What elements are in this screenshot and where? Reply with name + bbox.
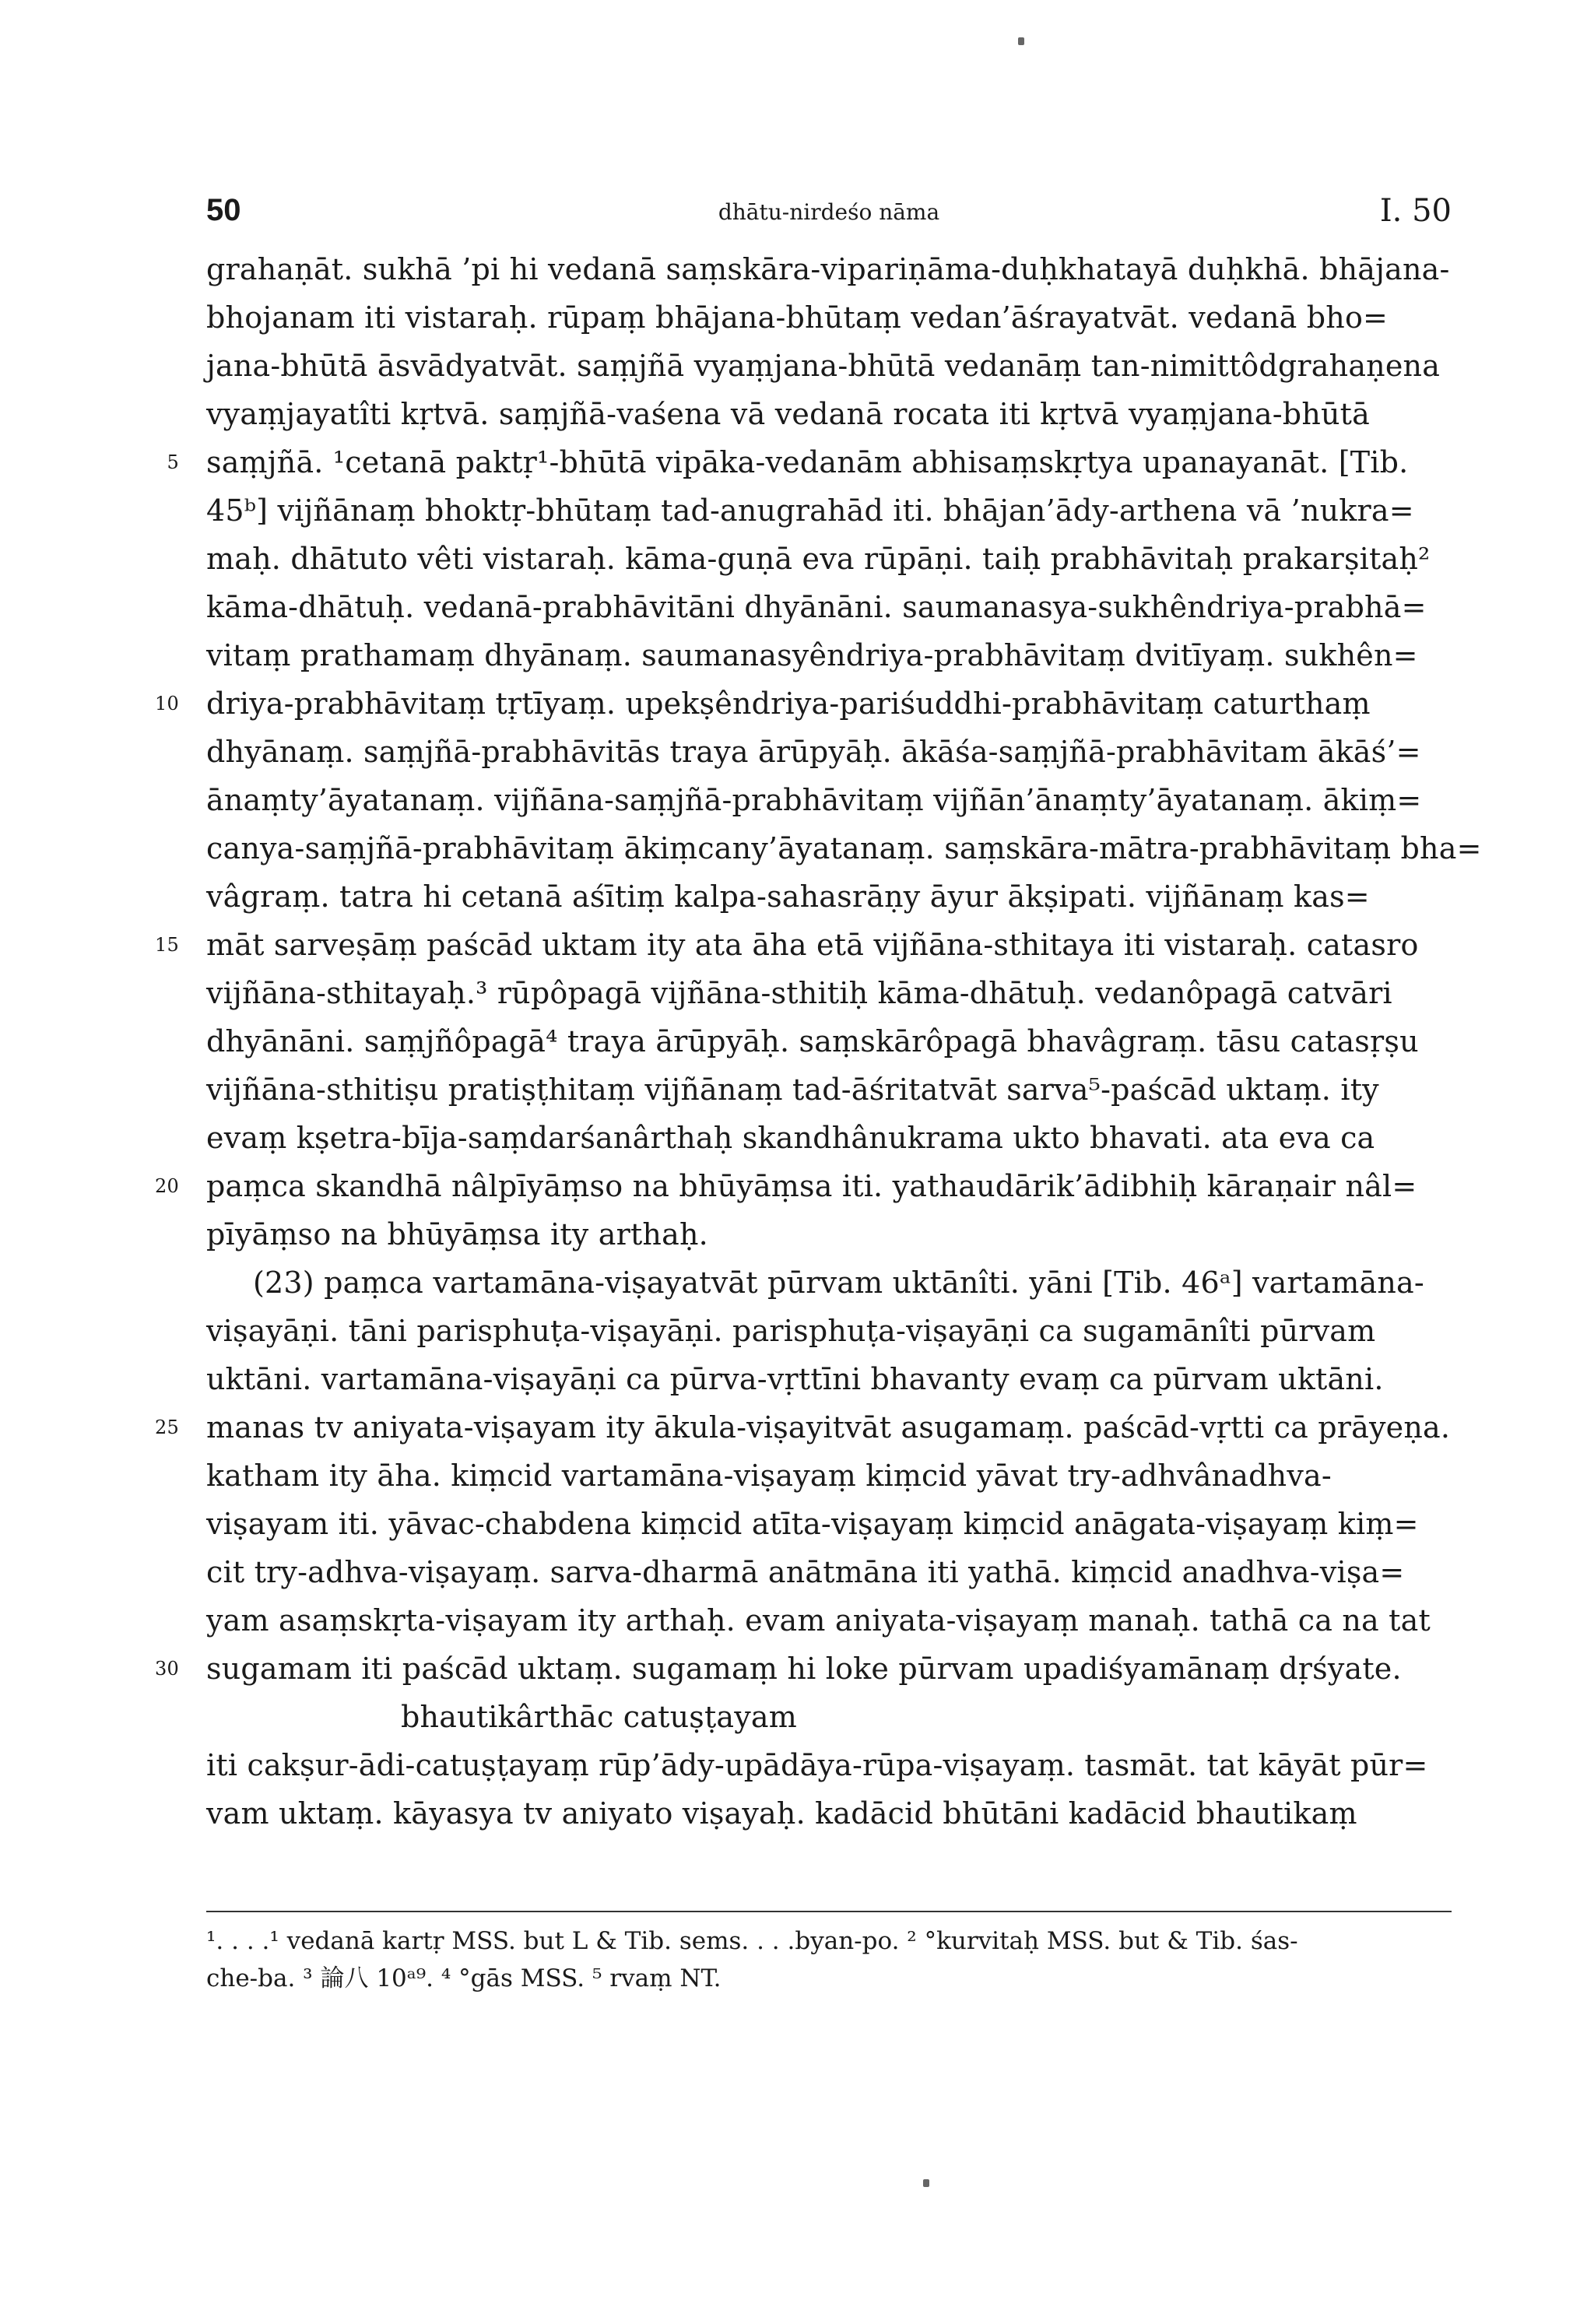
- text-line: [206, 293, 1452, 342]
- text-line: [206, 1259, 1452, 1307]
- page-number: 50: [206, 193, 241, 227]
- line-text: māt sarveṣāṃ paścād uktam ity ata āha etā vijñāna-sthitaya iti vistaraḥ. catasro: [206, 928, 1419, 962]
- text-line: [206, 631, 1452, 679]
- text-line: [206, 1789, 1452, 1838]
- running-title: dhātu-nirdeśo nāma: [718, 199, 940, 225]
- line-text: kāma-dhātuḥ. vedanā-prabhāvitāni dhyānāni. saumanasya-sukhêndriya-prabhā=: [206, 590, 1427, 624]
- text-line: [206, 1307, 1452, 1355]
- ink-speck: [923, 2179, 929, 2187]
- line-text: evaṃ kṣetra-bīja-saṃdarśanârthaḥ skandhânukrama ukto bhavati. ata eva ca: [206, 1121, 1375, 1155]
- line-text: maḥ. dhātuto vêti vistaraḥ. kāma-guṇā eva rūpāṇi. taiḥ prabhāvitaḥ prakarṣitaḥ²: [206, 542, 1431, 576]
- line-text: jana-bhūtā āsvādyatvāt. saṃjñā vyaṃjana-bhūtā vedanāṃ tan-nimittôdgrahaṇena: [206, 349, 1441, 383]
- line-text: yam asaṃskṛta-viṣayam ity arthaḥ. evam aniyata-viṣayaṃ manaḥ. tathā ca na tat: [206, 1603, 1431, 1638]
- ink-speck: [1018, 37, 1024, 45]
- line-number: 5: [167, 451, 179, 473]
- line-text: vyaṃjayatîti kṛtvā. saṃjñā-vaśena vā vedanā rocata iti kṛtvā vyaṃjana-bhūtā: [206, 397, 1370, 431]
- text-line: [155, 679, 1452, 728]
- line-number: 20: [155, 1175, 179, 1197]
- footnote-line: ¹. . . .¹ vedanā kartṛ MSS. but L & Tib. sems. . . .byan-po. ² °kurvitaḥ MSS. but & Tib. śas-: [206, 1927, 1298, 1955]
- text-line: [206, 1548, 1452, 1596]
- line-text: ānaṃty’āyatanaṃ. vijñāna-saṃjñā-prabhāvitaṃ vijñān’ānaṃty’āyatanaṃ. ākiṃ=: [206, 783, 1422, 817]
- text-line: [206, 1452, 1452, 1500]
- line-text: bhojanam iti vistaraḥ. rūpaṃ bhājana-bhūtaṃ vedan’āśrayatvāt. vedanā bho=: [206, 300, 1389, 335]
- line-text: 45ᵇ] vijñānaṃ bhoktṛ-bhūtaṃ tad-anugrahād iti. bhājan’ādy-arthena vā ’nukra=: [206, 493, 1414, 528]
- line-text: vam uktaṃ. kāyasya tv aniyato viṣayaḥ. kadācid bhūtāni kadācid bhautikaṃ: [206, 1796, 1357, 1831]
- text-line: [206, 486, 1452, 535]
- text-line: [206, 1693, 1452, 1741]
- text-line: [155, 1403, 1452, 1452]
- line-text: (23) paṃca vartamāna-viṣayatvāt pūrvam uktānîti. yāni [Tib. 46ᵃ] vartamāna-: [253, 1266, 1424, 1300]
- text-line: [206, 776, 1452, 824]
- line-text: bhautikârthāc catuṣṭayam: [401, 1700, 798, 1734]
- text-line: [206, 1210, 1452, 1259]
- text-line: [155, 1645, 1452, 1693]
- main-text: [155, 245, 1482, 1838]
- footnote-line: che-ba. ³ 論八 10ᵃ⁹. ⁴ °gās MSS. ⁵ rvaṃ NT.: [206, 1964, 722, 1992]
- line-text: vijñāna-sthitayaḥ.³ rūpôpagā vijñāna-sthitiḥ kāma-dhātuḥ. vedanôpagā catvāri: [206, 976, 1392, 1010]
- text-line: [206, 824, 1482, 872]
- section-number: I. 50: [1379, 193, 1452, 229]
- line-text: vâgraṃ. tatra hi cetanā aśītiṃ kalpa-sahasrāṇy āyur ākṣipati. vijñānaṃ kas=: [206, 879, 1370, 914]
- text-line: [155, 921, 1452, 969]
- line-text: pīyāṃso na bhūyāṃsa ity arthaḥ.: [206, 1217, 708, 1252]
- line-number: 25: [155, 1417, 179, 1438]
- line-text: dhyānaṃ. saṃjñā-prabhāvitās traya ārūpyāḥ. ākāśa-saṃjñā-prabhāvitam ākāś’=: [206, 735, 1421, 769]
- line-text: dhyānāni. saṃjñôpagā⁴ traya ārūpyāḥ. saṃskārôpagā bhavâgraṃ. tāsu catasṛṣu: [206, 1024, 1419, 1058]
- text-line: [206, 969, 1452, 1017]
- line-number: 15: [155, 934, 179, 956]
- line-text: manas tv aniyata-viṣayam ity ākula-viṣayitvāt asugamaṃ. paścād-vṛtti ca prāyeṇa.: [206, 1410, 1451, 1445]
- line-number: 30: [155, 1658, 179, 1680]
- line-number: 10: [155, 693, 179, 714]
- text-line: [206, 1741, 1452, 1789]
- line-text: vijñāna-sthitiṣu pratiṣṭhitaṃ vijñānaṃ tad-āśritatvāt sarva⁵-paścād uktaṃ. ity: [206, 1072, 1379, 1107]
- text-line: [206, 1596, 1452, 1645]
- text-line: [206, 583, 1452, 631]
- line-text: uktāni. vartamāna-viṣayāṇi ca pūrva-vṛttīni bhavanty evaṃ ca pūrvam uktāni.: [206, 1362, 1384, 1396]
- text-line: [206, 1017, 1452, 1065]
- line-text: vitaṃ prathamaṃ dhyānaṃ. saumanasyêndriya-prabhāvitaṃ dvitīyaṃ. sukhên=: [206, 638, 1418, 672]
- line-text: viṣayam iti. yāvac-chabdena kiṃcid atīta-viṣayaṃ kiṃcid anāgata-viṣayaṃ kiṃ=: [206, 1507, 1419, 1541]
- text-line: [206, 1065, 1452, 1114]
- line-text: driya-prabhāvitaṃ tṛtīyaṃ. upekṣêndriya-pariśuddhi-prabhāvitaṃ caturthaṃ: [206, 686, 1371, 721]
- text-line: [206, 535, 1452, 583]
- text-line: [206, 342, 1452, 390]
- text-line: [206, 1355, 1452, 1403]
- line-text: sugamam iti paścād uktaṃ. sugamaṃ hi loke pūrvam upadiśyamānaṃ dṛśyate.: [206, 1652, 1402, 1686]
- footnote-rule: [206, 1911, 1452, 1912]
- text-line: [206, 390, 1452, 438]
- text-line: [155, 1162, 1452, 1210]
- text-line: [206, 728, 1452, 776]
- line-text: grahaṇāt. sukhā ’pi hi vedanā saṃskāra-vipariṇāma-duḥkhatayā duḥkhā. bhājana-: [206, 252, 1450, 286]
- line-text: paṃca skandhā nâlpīyāṃso na bhūyāṃsa iti. yathaudārik’ādibhiḥ kāraṇair nâl=: [206, 1169, 1417, 1203]
- line-text: canya-saṃjñā-prabhāvitaṃ ākiṃcany’āyatanaṃ. saṃskāra-mātra-prabhāvitaṃ bha=: [206, 831, 1482, 865]
- line-text: cit try-adhva-viṣayaṃ. sarva-dharmā anātmāna iti yathā. kiṃcid anadhva-viṣa=: [206, 1555, 1405, 1589]
- text-line: [206, 1500, 1452, 1548]
- line-text: saṃjñā. ¹cetanā paktṛ¹-bhūtā vipāka-vedanām abhisaṃskṛtya upanayanāt. [Tib.: [206, 445, 1409, 479]
- text-line: [206, 1114, 1452, 1162]
- text-line: [206, 245, 1452, 293]
- line-text: iti cakṣur-ādi-catuṣṭayaṃ rūp’ādy-upādāya-rūpa-viṣayaṃ. tasmāt. tat kāyāt pūr=: [206, 1748, 1428, 1782]
- text-line: [167, 438, 1452, 486]
- line-text: viṣayāṇi. tāni parisphuṭa-viṣayāṇi. parisphuṭa-viṣayāṇi ca sugamānîti pūrvam: [206, 1314, 1376, 1348]
- line-text: katham ity āha. kiṃcid vartamāna-viṣayaṃ kiṃcid yāvat try-adhvânadhva-: [206, 1459, 1332, 1493]
- footnotes: [206, 1922, 1452, 1997]
- text-line: [206, 872, 1452, 921]
- running-header: [206, 193, 1452, 240]
